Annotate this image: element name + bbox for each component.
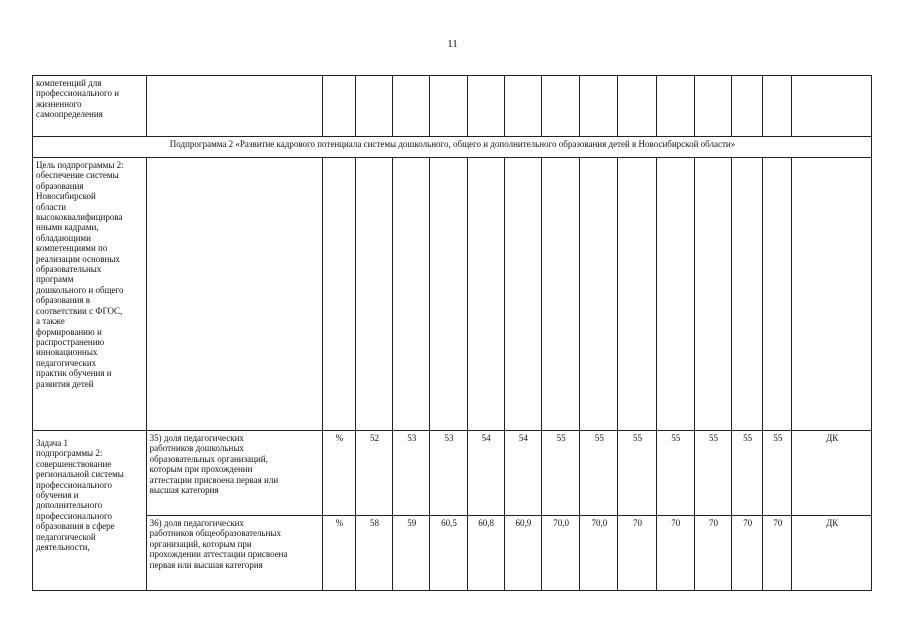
indicator-name: 35) доля педагогических работников дошкольных образовательных организаций, которым при прохождении аттестации присвоена первая или высшая категория: [146, 431, 322, 516]
empty-cell: [355, 76, 392, 137]
empty-cell: [322, 158, 355, 431]
indicator-value: 60,9: [504, 516, 541, 591]
indicators-table: [32, 75, 872, 591]
empty-cell: [322, 76, 355, 137]
empty-cell: [656, 76, 694, 137]
indicator-value: 58: [355, 516, 392, 591]
indicator-value: 55: [542, 431, 580, 516]
empty-cell: [763, 158, 792, 431]
empty-cell: [393, 158, 430, 431]
indicator-source: ДК: [792, 431, 872, 516]
empty-cell: [542, 158, 580, 431]
indicator-value: 55: [694, 431, 731, 516]
indicator-value: 70: [694, 516, 731, 591]
empty-cell: [694, 158, 731, 431]
indicator-value: 70,0: [542, 516, 580, 591]
empty-cell: [792, 76, 872, 137]
empty-cell: [732, 158, 763, 431]
empty-cell: [504, 76, 541, 137]
table-row-indicator-36: [33, 516, 872, 591]
empty-cell: [542, 76, 580, 137]
indicator-value: 60,8: [467, 516, 504, 591]
indicator-value: 55: [763, 431, 792, 516]
indicator-value: 55: [580, 431, 618, 516]
indicator-value: 55: [656, 431, 694, 516]
indicator-value: 70: [656, 516, 694, 591]
indicator-value: 70: [732, 516, 763, 591]
goal-cell: Цель подпрограммы 2: обеспечение системы образования Новосибирской области высококвалифицирова нными кадрами, обладающими компетенциями по реализации основных образовательных программ дошкольного и общего образования в соответствии с ФГОС, а также формированию и распространению инновационных педагогических практик обучения и развития детей: [33, 158, 147, 431]
table-row-competence: [33, 76, 872, 137]
empty-cell: [430, 158, 467, 431]
indicator-source: ДК: [792, 516, 872, 591]
empty-cell: [580, 76, 618, 137]
empty-cell: [504, 158, 541, 431]
indicator-value: 53: [430, 431, 467, 516]
page-number: 11: [447, 38, 458, 50]
table-row-indicator-35: [33, 431, 872, 516]
subprogram-title: Подпрограмма 2 «Развитие кадрового потенциала системы дошкольного, общего и дополнительного образования детей в Новосибирской области»: [33, 137, 872, 158]
empty-cell: [580, 158, 618, 431]
indicator-unit: %: [322, 431, 355, 516]
empty-cell: [732, 76, 763, 137]
indicator-value: 53: [393, 431, 430, 516]
empty-cell: [618, 76, 656, 137]
indicator-value: 60,5: [430, 516, 467, 591]
indicator-value: 59: [393, 516, 430, 591]
indicator-name: 36) доля педагогических работников общеобразовательных организаций, которым при прохождении аттестации присвоена первая или высшая категория: [146, 516, 322, 591]
indicator-value: 70: [763, 516, 792, 591]
empty-cell: [355, 158, 392, 431]
empty-cell: [467, 158, 504, 431]
empty-cell: [467, 76, 504, 137]
table-row-goal: [33, 158, 872, 431]
indicator-value: 54: [504, 431, 541, 516]
competence-cell: компетенций для профессионального и жизненного самоопределения: [33, 76, 147, 137]
indicator-value: 70,0: [580, 516, 618, 591]
indicator-value: 55: [618, 431, 656, 516]
empty-cell: [146, 158, 322, 431]
empty-cell: [694, 76, 731, 137]
indicator-value: 70: [618, 516, 656, 591]
indicator-value: 54: [467, 431, 504, 516]
empty-cell: [656, 158, 694, 431]
table-row-subprogram: [33, 137, 872, 158]
task-cell: Задача 1 подпрограммы 2: совершенствование региональной системы профессионального обучения и дополнительного профессионального образования в сфере педагогической деятельности,: [33, 431, 147, 591]
empty-cell: [618, 158, 656, 431]
indicator-value: 52: [355, 431, 392, 516]
indicator-unit: %: [322, 516, 355, 591]
empty-cell: [393, 76, 430, 137]
empty-cell: [792, 158, 872, 431]
indicator-value: 55: [732, 431, 763, 516]
empty-cell: [146, 76, 322, 137]
empty-cell: [430, 76, 467, 137]
empty-cell: [763, 76, 792, 137]
